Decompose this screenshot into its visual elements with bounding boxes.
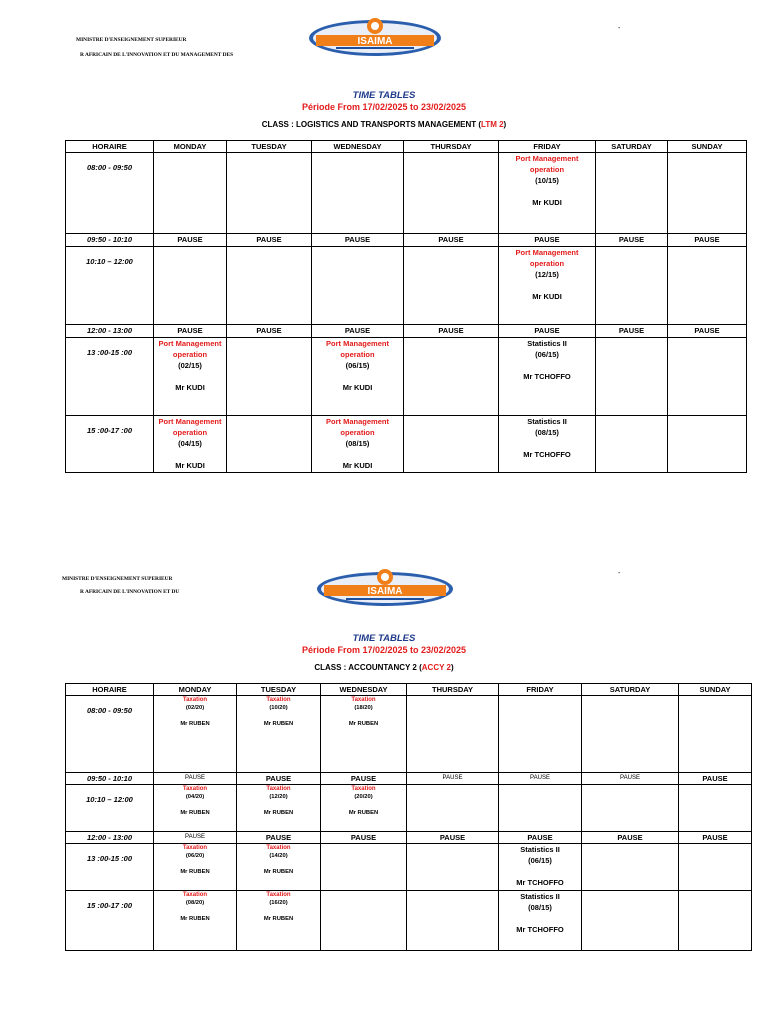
teacher-name: Mr RUBEN	[348, 721, 379, 727]
teacher-name: Mr KUDI	[342, 383, 373, 392]
timetable-cell	[499, 416, 596, 473]
timetable-cell	[407, 773, 499, 785]
timetable-cell	[499, 338, 596, 416]
timetable-cell	[237, 844, 321, 891]
timetable-cell	[154, 773, 237, 785]
course-name: Taxation	[182, 697, 208, 703]
spacer	[499, 866, 581, 877]
time-label: 15 :00-17 :00	[86, 901, 133, 910]
session-number: (12/15)	[535, 270, 559, 279]
timetable-row	[66, 247, 747, 325]
column-header: HORAIRE	[66, 684, 154, 696]
timetable-cell	[404, 338, 499, 416]
timetable-cell	[154, 416, 227, 473]
timetable-cell	[582, 785, 679, 832]
timetable-1	[65, 140, 747, 473]
timetable-cell	[679, 891, 752, 951]
time-label: 12:00 - 13:00	[86, 326, 133, 335]
spacer	[312, 371, 403, 382]
session-number: (08/20)	[185, 900, 205, 906]
timetable-cell	[227, 416, 312, 473]
timetable-row	[66, 696, 752, 773]
time-slot	[66, 338, 154, 416]
timetable-cell	[154, 234, 227, 247]
pause-label: PAUSE	[350, 833, 377, 842]
timetable-cell	[407, 844, 499, 891]
course-name: Port Management operation	[515, 248, 579, 268]
teacher-name: Mr TCHOFFO	[523, 450, 571, 459]
timetable-cell	[154, 832, 237, 844]
isaima-logo-b	[314, 568, 456, 615]
course-name: Taxation	[182, 892, 208, 898]
timetable-row	[66, 785, 752, 832]
timetable-cell	[499, 325, 596, 338]
timetable-cell	[679, 773, 752, 785]
timetable-row	[66, 773, 752, 785]
teacher-name: Mr TCHOFFO	[516, 925, 564, 934]
session-number: (08/15)	[535, 428, 559, 437]
spacer	[237, 860, 320, 868]
session-number: (10/15)	[535, 176, 559, 185]
pause-label: PAUSE	[344, 235, 371, 244]
timetable-cell	[237, 773, 321, 785]
teacher-name: Mr KUDI	[175, 383, 205, 392]
pause-label: PAUSE	[438, 235, 464, 244]
pause-label: PAUSE	[702, 833, 728, 842]
column-header: FRIDAY	[499, 141, 596, 153]
column-header: TUESDAY	[227, 141, 312, 153]
session-number: (06/15)	[535, 350, 559, 359]
timetable-cell	[154, 153, 227, 234]
timetable-cell	[582, 891, 679, 951]
timetable-cell	[499, 773, 582, 785]
timetable-cell	[679, 832, 752, 844]
teacher-name: Mr RUBEN	[348, 810, 379, 816]
time-label: 13 :00-15 :00	[86, 854, 133, 863]
timetable-cell	[499, 844, 582, 891]
timetable-cell	[668, 153, 747, 234]
timetable-cell	[321, 696, 407, 773]
spacer	[154, 801, 236, 809]
timetable-cell	[154, 844, 237, 891]
timetable-cell	[407, 891, 499, 951]
pause-label: PAUSE	[438, 326, 464, 335]
teacher-name: Mr KUDI	[532, 292, 562, 301]
timetable-cell	[668, 416, 747, 473]
session-number: (04/15)	[178, 439, 202, 448]
spacer	[237, 801, 320, 809]
pause-label: PAUSE	[527, 833, 553, 842]
teacher-name: Mr RUBEN	[263, 869, 294, 875]
column-header: THURSDAY	[404, 141, 499, 153]
time-slot	[66, 153, 154, 234]
timetable-cell	[582, 844, 679, 891]
timetable-cell	[404, 325, 499, 338]
spacer	[499, 280, 595, 291]
pause-label: PAUSE	[439, 833, 466, 842]
session-number: (08/15)	[345, 439, 370, 448]
timetable-cell	[227, 153, 312, 234]
timetable-cell	[679, 785, 752, 832]
time-slot	[66, 785, 154, 832]
timetable-cell	[596, 416, 668, 473]
teacher-name: Mr TCHOFFO	[523, 372, 571, 381]
column-header: MONDAY	[154, 141, 227, 153]
session-number: (06/15)	[528, 856, 552, 865]
spacer	[237, 907, 320, 915]
timetable-2	[65, 683, 752, 951]
timetable-cell	[596, 234, 668, 247]
timetable-2-title: TIME TABLES	[352, 633, 416, 644]
session-number: (06/15)	[345, 361, 370, 370]
time-slot	[66, 234, 154, 247]
timetable-cell	[237, 832, 321, 844]
timetable-cell	[227, 338, 312, 416]
time-label: 09:50 - 10:10	[86, 774, 133, 783]
timetable-cell	[312, 325, 404, 338]
session-number: (08/15)	[528, 903, 552, 912]
timetable-cell	[596, 247, 668, 325]
header-dash: -	[618, 25, 621, 32]
timetable-cell	[227, 325, 312, 338]
logo-text-b: ISAIMA	[367, 586, 403, 597]
spacer	[499, 186, 595, 197]
pause-label: PAUSE	[620, 775, 640, 781]
column-header: THURSDAY	[407, 684, 499, 696]
spacer	[154, 371, 226, 382]
pause-label: PAUSE	[177, 235, 203, 244]
timetable-cell	[499, 153, 596, 234]
teacher-name: Mr RUBEN	[263, 810, 294, 816]
pause-label: PAUSE	[344, 326, 371, 335]
timetable-cell	[237, 785, 321, 832]
timetable-row	[66, 234, 747, 247]
teacher-name: Mr RUBEN	[263, 916, 294, 922]
timetable-cell	[237, 696, 321, 773]
time-label: 13 :00-15 :00	[86, 348, 133, 357]
pause-label: PAUSE	[185, 834, 205, 840]
column-header: TUESDAY	[237, 684, 321, 696]
course-name: Taxation	[351, 786, 376, 792]
timetable-cell	[668, 247, 747, 325]
timetable-row	[66, 891, 752, 951]
timetable-cell	[154, 325, 227, 338]
timetable-1-class: CLASS : LOGISTICS AND TRANSPORTS MANAGEMENT (LTM 2)	[261, 120, 507, 129]
course-name: Port Management operation	[515, 154, 579, 174]
column-header: MONDAY	[154, 684, 237, 696]
timetable-row	[66, 844, 752, 891]
pause-label: PAUSE	[265, 833, 292, 842]
spacer	[499, 360, 595, 371]
column-header: HORAIRE	[66, 141, 154, 153]
time-slot	[66, 325, 154, 338]
spacer	[312, 449, 403, 460]
spacer	[154, 907, 236, 915]
timetable-cell	[312, 234, 404, 247]
spacer	[499, 913, 581, 924]
timetable-cell	[312, 338, 404, 416]
column-header: SUNDAY	[668, 141, 747, 153]
timetable-cell	[227, 234, 312, 247]
course-name: Taxation	[182, 786, 208, 792]
timetable-cell	[321, 844, 407, 891]
timetable-cell	[499, 247, 596, 325]
timetable-cell	[321, 891, 407, 951]
pause-label: PAUSE	[534, 326, 560, 335]
column-header: FRIDAY	[499, 684, 582, 696]
time-slot	[66, 247, 154, 325]
session-number: (16/20)	[269, 900, 288, 906]
session-number: (20/20)	[354, 794, 373, 800]
timetable-cell	[499, 234, 596, 247]
session-number: (12/20)	[269, 794, 288, 800]
timetable-cell	[321, 785, 407, 832]
pause-label: PAUSE	[256, 326, 282, 335]
timetable-cell	[237, 891, 321, 951]
pause-label: PAUSE	[702, 774, 728, 783]
course-name: Taxation	[351, 697, 376, 703]
course-name: Statistics II	[520, 845, 560, 854]
timetable-cell	[499, 891, 582, 951]
time-slot	[66, 832, 154, 844]
header-row	[66, 141, 747, 153]
timetable-1-period: Période From 17/02/2025 to 23/02/2025	[301, 102, 467, 112]
course-name: Port Management operation	[158, 417, 222, 437]
timetable-cell	[312, 416, 404, 473]
timetable-cell	[596, 153, 668, 234]
header-row	[66, 684, 752, 696]
ministry-line-1-b: MINISTRE D'ENSEIGNEMENT SUPERIEUR	[62, 576, 173, 582]
timetable-2-class: CLASS : ACCOUNTANCY 2 (ACCY 2)	[314, 663, 454, 672]
timetable-cell	[582, 773, 679, 785]
course-name: Statistics II	[527, 339, 567, 348]
timetable-cell	[407, 832, 499, 844]
timetable-cell	[154, 696, 237, 773]
timetable-cell	[404, 234, 499, 247]
session-number: (06/20)	[185, 853, 205, 859]
pause-label: PAUSE	[442, 775, 463, 781]
timetable-cell	[154, 785, 237, 832]
timetable-cell	[404, 153, 499, 234]
session-number: (18/20)	[354, 705, 373, 711]
pause-label: PAUSE	[694, 235, 720, 244]
ministry-line-1: MINISTRE D'ENSEIGNEMENT SUPERIEUR	[76, 37, 187, 43]
pause-label: PAUSE	[265, 774, 292, 783]
spacer	[321, 712, 406, 720]
timetable-cell	[312, 153, 404, 234]
timetable-cell	[668, 234, 747, 247]
time-slot	[66, 696, 154, 773]
course-name: Taxation	[266, 786, 291, 792]
timetable-cell	[154, 338, 227, 416]
session-number: (14/20)	[269, 853, 288, 859]
session-number: (04/20)	[185, 794, 205, 800]
spacer	[154, 860, 236, 868]
timetable-cell	[596, 325, 668, 338]
timetable-row	[66, 416, 747, 473]
pause-label: PAUSE	[177, 326, 203, 335]
logo-text: ISAIMA	[357, 36, 393, 47]
course-name: Taxation	[266, 892, 291, 898]
course-name: Statistics II	[520, 892, 560, 901]
timetable-cell	[499, 696, 582, 773]
time-slot	[66, 773, 154, 785]
session-number: (10/20)	[269, 705, 288, 711]
column-header: SATURDAY	[582, 684, 679, 696]
time-label: 10:10 – 12:00	[86, 795, 133, 804]
course-name: Port Management operation	[326, 339, 389, 359]
timetable-row	[66, 325, 747, 338]
teacher-name: Mr TCHOFFO	[516, 878, 564, 887]
teacher-name: Mr KUDI	[342, 461, 373, 470]
timetable-cell	[582, 696, 679, 773]
spacer	[499, 438, 595, 449]
timetable-cell	[499, 832, 582, 844]
spacer	[154, 449, 226, 460]
timetable-1-title: TIME TABLES	[352, 90, 416, 101]
pause-label: PAUSE	[617, 833, 643, 842]
timetable-cell	[407, 696, 499, 773]
pause-label: PAUSE	[350, 774, 377, 783]
time-label: 08:00 - 09:50	[86, 163, 133, 172]
session-number: (02/20)	[185, 705, 205, 711]
time-label: 12:00 - 13:00	[86, 833, 133, 842]
course-name: Taxation	[266, 845, 291, 851]
teacher-name: Mr RUBEN	[180, 721, 210, 727]
course-name: Statistics II	[527, 417, 567, 426]
header-dash-b: -	[618, 570, 621, 577]
teacher-name: Mr RUBEN	[180, 916, 210, 922]
teacher-name: Mr KUDI	[175, 461, 205, 470]
time-label: 08:00 - 09:50	[86, 706, 133, 715]
pause-label: PAUSE	[530, 775, 550, 781]
column-header: SUNDAY	[679, 684, 752, 696]
spacer	[237, 712, 320, 720]
teacher-name: Mr RUBEN	[180, 869, 210, 875]
pause-label: PAUSE	[256, 235, 282, 244]
pause-label: PAUSE	[618, 235, 645, 244]
teacher-name: Mr RUBEN	[263, 721, 294, 727]
timetable-cell	[499, 785, 582, 832]
course-name: Taxation	[266, 697, 291, 703]
time-slot	[66, 844, 154, 891]
column-header: WEDNESDAY	[312, 141, 404, 153]
timetable-cell	[679, 844, 752, 891]
time-slot	[66, 891, 154, 951]
session-number: (02/15)	[178, 361, 202, 370]
pause-label: PAUSE	[534, 235, 560, 244]
timetable-cell	[312, 247, 404, 325]
column-header: WEDNESDAY	[321, 684, 407, 696]
timetable-cell	[154, 247, 227, 325]
timetable-cell	[679, 696, 752, 773]
timetable-cell	[404, 247, 499, 325]
timetable-cell	[404, 416, 499, 473]
timetable-row	[66, 832, 752, 844]
course-name: Port Management operation	[158, 339, 222, 359]
pause-label: PAUSE	[618, 326, 645, 335]
teacher-name: Mr KUDI	[532, 198, 562, 207]
timetable-row	[66, 153, 747, 234]
timetable-cell	[668, 325, 747, 338]
time-label: 10:10 – 12:00	[86, 257, 133, 266]
time-label: 09:50 - 10:10	[86, 235, 133, 244]
timetable-cell	[321, 773, 407, 785]
time-slot	[66, 416, 154, 473]
timetable-cell	[582, 832, 679, 844]
timetable-cell	[321, 832, 407, 844]
spacer	[321, 801, 406, 809]
course-name: Taxation	[182, 845, 208, 851]
timetable-row	[66, 338, 747, 416]
spacer	[154, 712, 236, 720]
teacher-name: Mr RUBEN	[180, 810, 210, 816]
column-header: SATURDAY	[596, 141, 668, 153]
timetable-cell	[407, 785, 499, 832]
course-name: Port Management operation	[326, 417, 389, 437]
timetable-cell	[668, 338, 747, 416]
timetable-cell	[154, 891, 237, 951]
ministry-line-2-b: R AFRICAIN DE L'INNOVATION ET DU	[80, 589, 180, 595]
ministry-line-2: R AFRICAIN DE L'INNOVATION ET DU MANAGEMENT DES	[80, 52, 234, 58]
timetable-cell	[227, 247, 312, 325]
timetable-2-period: Période From 17/02/2025 to 23/02/2025	[301, 645, 467, 655]
time-label: 15 :00-17 :00	[86, 426, 133, 435]
pause-label: PAUSE	[694, 326, 720, 335]
pause-label: PAUSE	[185, 775, 205, 781]
timetable-cell	[596, 338, 668, 416]
isaima-logo	[306, 16, 444, 63]
